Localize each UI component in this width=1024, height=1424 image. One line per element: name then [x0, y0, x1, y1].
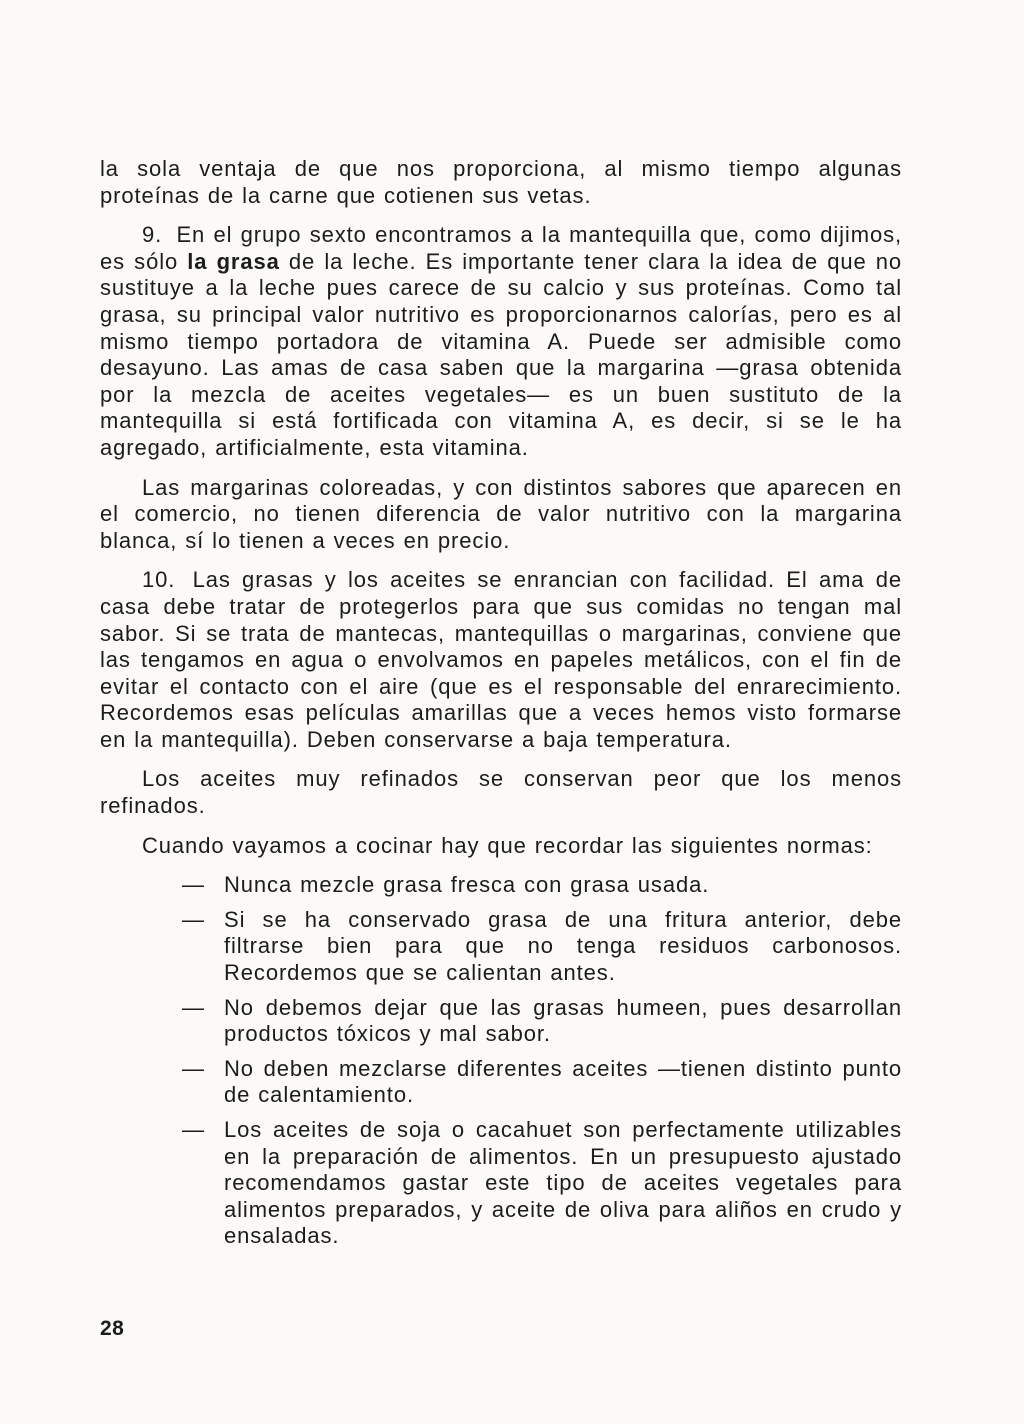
section-10-number: 10. — [142, 567, 176, 593]
list-item — [100, 1117, 902, 1250]
cocinar-paragraph: Cuando vayamos a cocinar hay que recordar las siguientes normas: — [142, 832, 873, 858]
dash-marker: — — [182, 906, 205, 932]
intro-paragraph: la sola ventaja de que nos proporciona, al mismo tiempo algunas proteínas de la carne que cotienen sus vetas. — [100, 156, 902, 208]
section-10-paragraph — [100, 567, 902, 753]
list-item — [100, 872, 902, 899]
list-item — [100, 907, 902, 987]
aceites-paragraph: Los aceites muy refinados se conservan peor que los menos refinados. — [100, 766, 902, 819]
body-text — [100, 156, 902, 1258]
margarinas-paragraph: Las margarinas coloreadas, y con distintos sabores que aparecen en el comercio, no tienen diferencia de valor nutritivo con la margarina blanca, sí lo tienen a veces en precio. — [100, 474, 902, 553]
dash-marker: — — [182, 994, 205, 1020]
dash-marker: — — [182, 872, 205, 898]
section-9-text-a: En el grupo sexto encontramos a la mantequilla que, como dijimos, es sólo — [100, 222, 902, 274]
dash-marker: — — [182, 1117, 205, 1142]
section-9-number: 9. — [142, 222, 163, 248]
list-item-text: Si se ha conservado grasa de una fritura anterior, debe filtrarse bien para que no tenga residuos carbonosos. Recordemos que se calientan antes. — [224, 906, 902, 986]
list-item-text: No debemos dejar que las grasas humeen, pues desarrollan productos tóxicos y mal sabor. — [224, 994, 902, 1047]
list-item-text: Los aceites de soja o cacahuet son perfectamente utilizables en la preparación de alimentos. En un presupuesto ajustado recomendamos gastar este tipo de aceites vegetales para alimentos preparados, y aceite de oliva para aliños en crudo y ensaladas. — [224, 1117, 902, 1249]
list-item — [100, 995, 902, 1048]
list-item — [100, 1056, 902, 1109]
section-10-text: Las grasas y los aceites se enrancian con facilidad. El ama de casa debe tratar de protegerlos para que sus comidas no tengan mal sabor. Si se trata de mantecas, mantequillas o margarinas, conviene que las tengamos en agua o envolvamos en papeles metálicos, con el fin de evitar el contacto con el aire (que es el responsable del enrarecimiento. Recordemos esas películas amarillas que a veces hemos visto formarse en la mantequilla). Deben conservarse a baja temperatura. — [100, 567, 903, 752]
norms-list — [100, 872, 902, 1250]
page-number: 28 — [100, 1317, 125, 1340]
section-9-text-b: de la leche. Es importante tener clara la idea de que no sustituye a la leche pues carece de su calcio y sus proteínas. Como tal grasa, su principal valor nutritivo es proporcionarnos calorías, pero es al mismo tiempo portadora de vitamina A. Puede ser admisible como desayuno. Las amas de casa saben que la margarina —grasa obtenida por la mezcla de aceites vegetales— es un buen sustituto de la mantequilla si está fortificada con vitamina A, es decir, si se le ha agregado, artificialmente, esta vitamina. — [100, 248, 903, 460]
section-9-emphasis: la grasa — [187, 248, 280, 274]
list-item-text: Nunca mezcle grasa fresca con grasa usada. — [224, 872, 710, 898]
dash-marker: — — [182, 1055, 205, 1081]
section-9-paragraph — [100, 222, 902, 461]
list-item-text: No deben mezclarse diferentes aceites —tienen distinto punto de calentamiento. — [224, 1055, 902, 1108]
